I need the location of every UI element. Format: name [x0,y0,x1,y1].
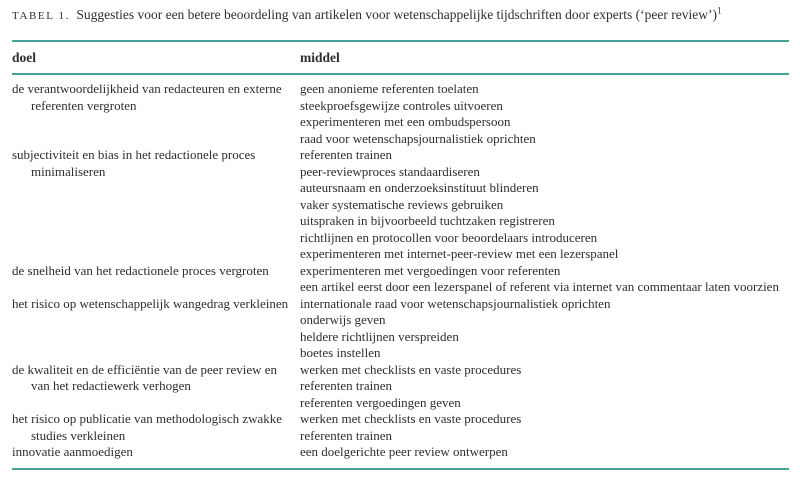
middel-item: experimenteren met een ombudspersoon [300,114,511,129]
doel-cell: de kwaliteit en de efficiëntie van de peer review en van het redactiewerk verhogen [12,361,278,393]
table-header-row [12,50,789,66]
middel-item: auteursnaam en onderzoeksinstituut blinderen [300,180,539,195]
table-caption-text: Suggesties voor een betere beoordeling van artikelen voor wetenschappelijke tijdschriften door experts (‘peer review’) [76,7,717,22]
middel-item: een artikel eerst door een lezerspanel of referent via internet van commentaar laten voorzien [300,279,779,294]
doel-cell: de snelheid van het redactionele proces vergroten [12,262,269,278]
doel-cell: innovatie aanmoedigen [12,444,133,459]
middel-item: werken met checklists en vaste procedures [300,361,522,377]
table-body [12,81,789,461]
middel-item: uitspraken in bijvoorbeeld tuchtzaken registreren [300,213,555,228]
middel-item: referenten trainen [300,147,393,162]
table-row [12,263,789,296]
middel-cell [300,296,789,362]
middel-item: raad voor wetenschapsjournalistiek oprichten [300,130,536,146]
table-caption [12,7,792,23]
middel-item: referenten trainen [300,427,393,443]
doel-cell: de verantwoordelijkheid van redacteuren en externe referenten vergroten [12,81,282,113]
middel-item: referenten trainen [300,378,393,393]
column-header-doel: doel [12,50,37,65]
middel-cell [300,362,789,412]
footnote-marker: 1 [716,5,722,16]
middel-item: experimenteren met internet-peer-review met een lezerspanel [300,246,619,261]
table-row [12,411,789,444]
middel-cell [300,263,789,296]
doel-cell: het risico op wetenschappelijk wangedrag verkleinen [12,295,289,311]
top-rule [12,40,789,42]
doel-cell: subjectiviteit en bias in het redactionele proces minimaliseren [12,147,256,179]
middel-item: steekproefsgewijze controles uitvoeren [300,97,503,113]
middel-item: internationale raad voor wetenschapsjournalistiek oprichten [300,295,611,311]
middel-item: een doelgerichte peer review ontwerpen [300,444,508,459]
middel-item: vaker systematische reviews gebruiken [300,196,504,212]
middel-item: onderwijs geven [300,312,386,327]
bottom-rule [12,468,789,470]
doel-cell: het risico op publicatie van methodologisch zwakke studies verkleinen [12,411,283,443]
middel-item: geen anonieme referenten toelaten [300,81,479,96]
middel-item: boetes instellen [300,345,381,360]
middel-cell [300,444,789,461]
middel-item: peer-reviewproces standaardiseren [300,163,480,179]
middel-cell [300,81,789,147]
middel-item: heldere richtlijnen verspreiden [300,328,459,344]
table-caption-label: TABEL 1. [12,10,70,22]
middel-item: experimenteren met vergoedingen voor referenten [300,262,561,278]
table-row [12,147,789,263]
column-header-middel: middel [300,50,340,65]
middel-item: referenten vergoedingen geven [300,394,461,410]
middel-item: werken met checklists en vaste procedures [300,411,522,426]
table-row [12,362,789,412]
table-row [12,81,789,147]
header-rule [12,73,789,75]
middel-cell [300,411,789,444]
middel-item: richtlijnen en protocollen voor beoordelaars introduceren [300,229,598,245]
table-row [12,444,789,461]
table-row [12,296,789,362]
middel-cell [300,147,789,263]
